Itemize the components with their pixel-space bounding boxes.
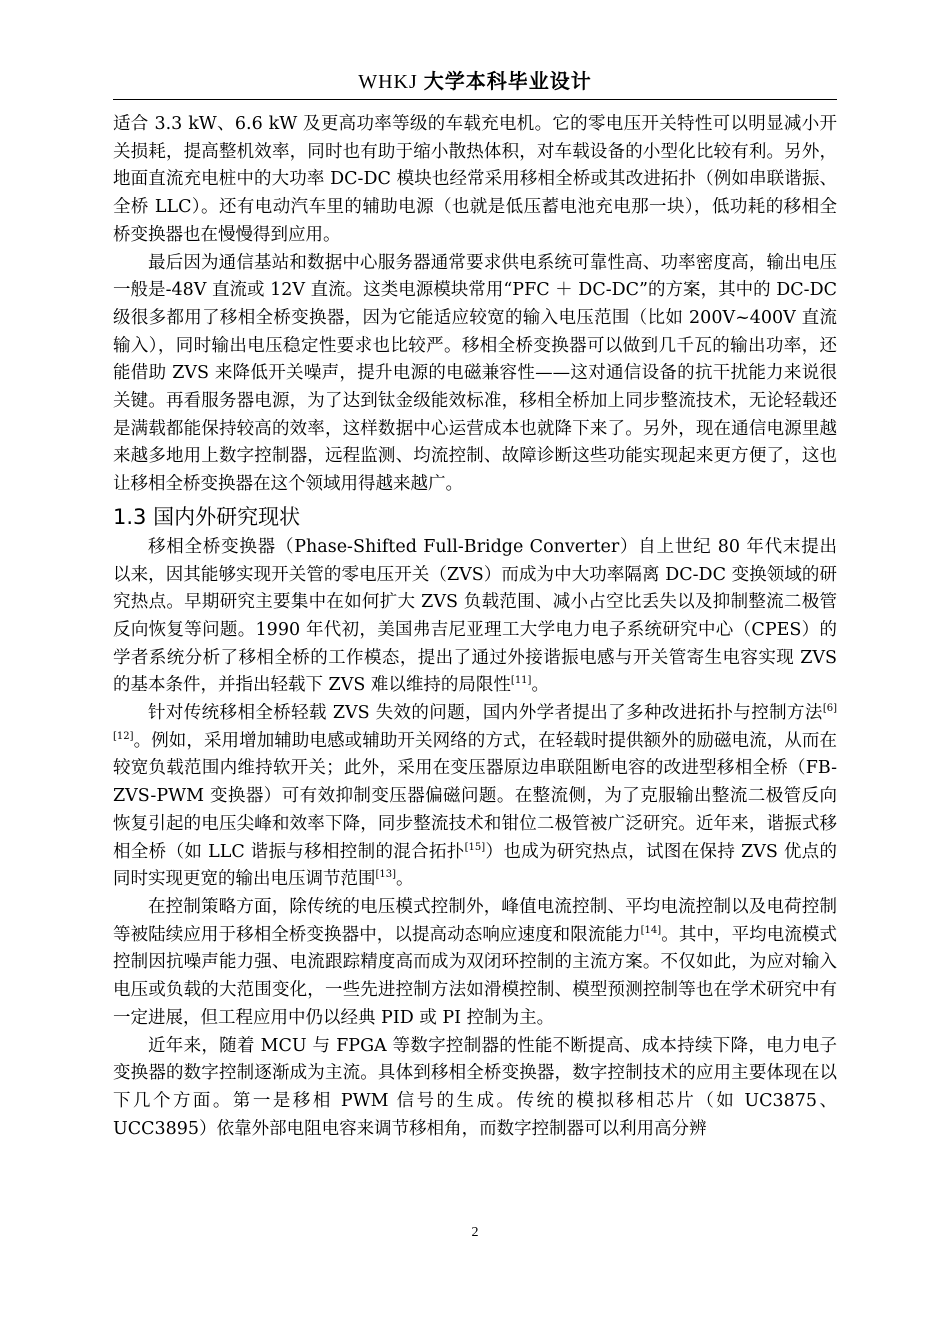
paragraph-3 <box>113 534 837 700</box>
citation: [11] <box>510 675 532 687</box>
citation: [15] <box>464 841 486 853</box>
paragraph-4-a: 针对传统移相全桥轻载 ZVS 失效的问题，国内外学者提出了多种改进拓扑与控制方法 <box>148 703 823 724</box>
citation: [14] <box>640 924 662 936</box>
paragraph-2: 最后因为通信基站和数据中心服务器通常要求供电系统可靠性高、功率密度高，输出电压一般是-48V 直流或 12V 直流。这类电源模块常用“PFC ＋ DC-DC”的方案，其中的 DC-DC 级很多都用了移相全桥变换器，因为它能适应较宽的输入电压范围（比如 200V~400V 直流输入），同时输出电压稳定性要求也比较严。移相全桥变换器可以做到几千瓦的输出功率，还能借助 ZVS 来降低开关噪声，提升电源的电磁兼容性——这对通信设备的抗干扰能力来说很关键。再看服务器电源，为了达到钛金级能效标准，移相全桥加上同步整流技术，无论轻载还是满载都能保持较高的效率，这样数据中心运营成本也就降下来了。另外，现在通信电源里越来越多地用上数字控制器，远程监测、均流控制、故障诊断这些功能实现起来更方便了，这也让移相全桥变换器在这个领域用得越来越广。 <box>113 252 837 495</box>
header-latin: WHKJ <box>358 71 424 93</box>
page-header <box>113 62 837 100</box>
paragraph-4-d: 。 <box>396 869 414 890</box>
section-heading: 1.3 国内外研究现状 <box>113 504 301 529</box>
citation: [13] <box>375 869 397 881</box>
page-content <box>113 111 837 1143</box>
paragraph-4 <box>113 700 837 894</box>
header-title: 大学本科毕业设计 <box>423 69 592 93</box>
paragraph-1: 适合 3.3 kW、6.6 kW 及更高功率等级的车载充电机。它的零电压开关特性可以明显减小开关损耗，提高整机效率，同时也有助于缩小散热体积，对车载设备的小型化比较有利。另外，地面直流充电桩中的大功率 DC-DC 模块也经常采用移相全桥或其改进拓扑（例如串联谐振、全桥 LLC）。还有电动汽车里的辅助电源（也就是低压蓄电池充电那一块），低功耗的移相全桥变换器也在慢慢得到应用。 <box>113 114 837 245</box>
paragraph-4-c: ）也成为研究热点，试图在保持 ZVS 优点的同时实现更宽的输出电压调节范围 <box>113 841 837 890</box>
paragraph-3-text: 移相全桥变换器（Phase-Shifted Full-Bridge Converter）自上世纪 80 年代末提出以来，因其能够实现开关管的零电压开关（ZVS）而成为中大功率隔离 DC-DC 变换领域的研究热点。早期研究主要集中在如何扩大 ZVS 负载范围、减小占空比丢失以及抑制整流二极管反向恢复等问题。1990 年代初，美国弗吉尼亚理工大学电力电子系统研究中心（CPES）的学者系统分析了移相全桥的工作模态，提出了通过外接谐振电感与开关管寄生电容实现 ZVS 的基本条件，并指出轻载下 ZVS 难以维持的局限性 <box>113 536 837 696</box>
paragraph-5 <box>113 894 837 1033</box>
paragraph-5-b: 。其中，平均电流模式控制因抗噪声能力强、电流跟踪精度高而成为双闭环控制的主流方案。不仅如此，为应对输入电压或负载的大范围变化，一些先进控制方法如滑模控制、模型预测控制等也在学术研究中有一定进展，但工程应用中仍以经典 PID 或 PI 控制为主。 <box>113 924 838 1028</box>
paragraph-3-end: 。 <box>531 675 549 696</box>
paragraph-6: 近年来，随着 MCU 与 FPGA 等数字控制器的性能不断提高、成本持续下降，电力电子变换器的数字控制逐渐成为主流。具体到移相全桥变换器，数字控制技术的应用主要体现在以下几个方面。第一是移相 PWM 信号的生成。传统的模拟移相芯片（如 UC3875、UCC3895）依靠外部电阻电容来调节移相角，而数字控制器可以利用高分辨 <box>113 1035 837 1139</box>
citation: [6][12] <box>113 703 837 742</box>
paragraph-4-b: 。例如，采用增加辅助电感或辅助开关网络的方式，在轻载时提供额外的励磁电流，从而在较宽负载范围内维持软开关；此外，采用在变压器原边串联阻断电容的改进型移相全桥（FB-ZVS-PWM 变换器）可有效抑制变压器偏磁问题。在整流侧，为了克服输出整流二极管反向恢复引起的电压尖峰和效率下降，同步整流技术和钳位二极管被广泛研究。近年来，谐振式移相全桥（如 LLC 谐振与移相控制的混合拓扑 <box>113 730 837 862</box>
paragraph-5-a: 在控制策略方面，除传统的电压模式控制外，峰值电流控制、平均电流控制以及电荷控制等被陆续应用于移相全桥变换器中，以提高动态响应速度和限流能力 <box>113 896 837 945</box>
page-number: 2 <box>471 1225 479 1240</box>
